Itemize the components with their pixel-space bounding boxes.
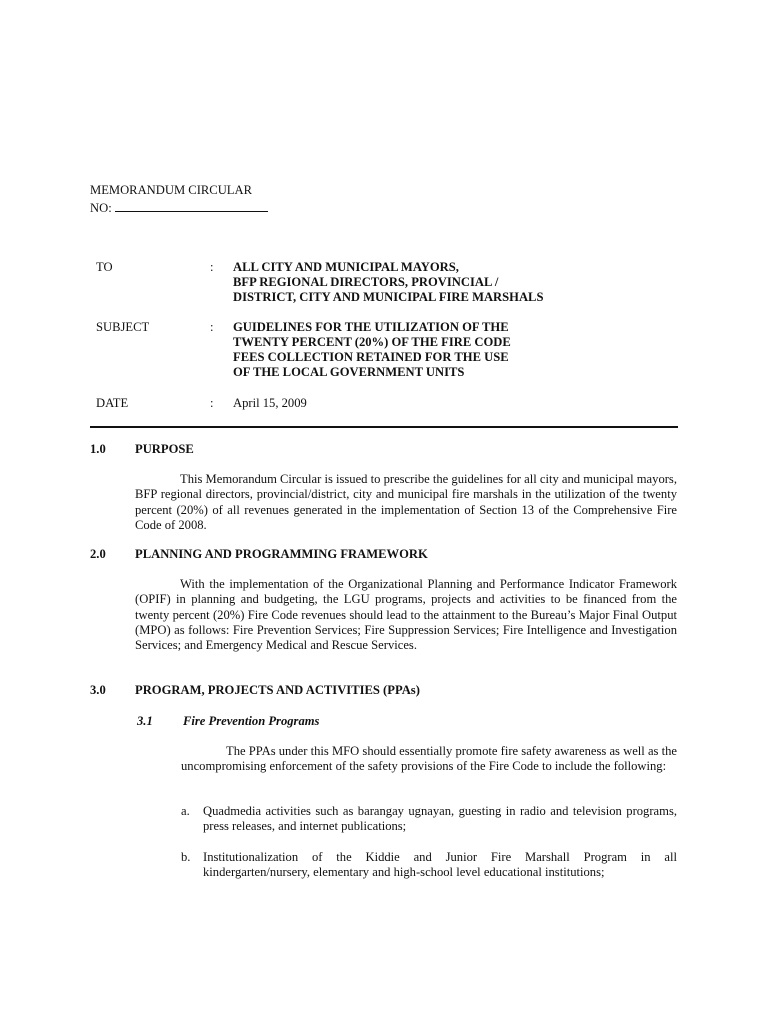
memo-number-blank <box>115 199 268 212</box>
section-number: 2.0 <box>90 547 106 561</box>
fire-prevention-paragraph <box>181 744 677 775</box>
to-line: BFP REGIONAL DIRECTORS, PROVINCIAL / <box>233 275 499 289</box>
subject-label: SUBJECT <box>96 320 150 334</box>
date-value: April 15, 2009 <box>233 396 307 410</box>
section-title-purpose: PURPOSE <box>135 442 194 456</box>
memo-number-line <box>90 199 268 216</box>
to-line: ALL CITY AND MUNICIPAL MAYORS, <box>233 260 459 274</box>
to-label: TO <box>96 260 113 274</box>
date-label: DATE <box>96 396 129 410</box>
section-title-planning: PLANNING AND PROGRAMMING FRAMEWORK <box>135 547 428 561</box>
to-recipients <box>233 260 633 305</box>
subject-row <box>96 320 616 382</box>
doc-type-heading: MEMORANDUM CIRCULAR <box>90 183 252 197</box>
to-line: DISTRICT, CITY AND MUNICIPAL FIRE MARSHALS <box>233 290 544 304</box>
fire-prevention-text: The PPAs under this MFO should essentially promote fire safety awareness as well as the uncompromising enforcement of the safety provisions of the Fire Code to include the following: <box>181 744 677 774</box>
purpose-paragraph <box>135 472 677 533</box>
date-row <box>96 396 616 412</box>
subject-line: OF THE LOCAL GOVERNMENT UNITS <box>233 365 465 379</box>
planning-paragraph <box>135 577 677 653</box>
subsection-title: Fire Prevention Programs <box>183 714 320 728</box>
subject-text <box>233 320 633 380</box>
header-divider <box>90 426 678 428</box>
section-number: 3.0 <box>90 683 106 697</box>
to-row <box>96 260 616 308</box>
purpose-text: This Memorandum Circular is issued to prescribe the guidelines for all city and municipal mayors, BFP regional directors, provincial/district, city and municipal fire marshals in the utilization of the twenty percent (20%) of all revenues generated in the implementation of Section 13 of the Comprehensive Fire Code of 2008. <box>135 472 677 532</box>
section-number: 1.0 <box>90 442 106 456</box>
section-title-ppas: PROGRAM, PROJECTS AND ACTIVITIES (PPAs) <box>135 683 420 697</box>
list-item-text: Institutionalization of the Kiddie and Junior Fire Marshall Program in all kindergarten/nursery, elementary and high-school level educational institutions; <box>203 850 677 880</box>
date-colon: : <box>210 396 214 410</box>
planning-text: With the implementation of the Organizational Planning and Performance Indicator Framework (OPIF) in planning and budgeting, the LGU programs, projects and activities to be financed from the twenty percent (20%) Fire Code revenues should lead to the attainment to the Bureau’s Major Final Output (MPO) as follows: Fire Prevention Services; Fire Suppression Services; Fire Intelligence and Investigation Services; and Emergency Medical and Rescue Services. <box>135 577 677 653</box>
list-item-marker: b. <box>181 850 191 864</box>
list-item-marker: a. <box>181 804 190 818</box>
to-colon: : <box>210 260 214 274</box>
subsection-number: 3.1 <box>137 714 153 728</box>
subject-colon: : <box>210 320 214 334</box>
subject-line: TWENTY PERCENT (20%) OF THE FIRE CODE <box>233 335 511 349</box>
subject-line: FEES COLLECTION RETAINED FOR THE USE <box>233 350 509 364</box>
subject-line: GUIDELINES FOR THE UTILIZATION OF THE <box>233 320 509 334</box>
memo-number-label: NO: <box>90 201 112 215</box>
list-item-text: Quadmedia activities such as barangay ugnayan, guesting in radio and television programs, press releases, and internet publications; <box>203 804 677 834</box>
